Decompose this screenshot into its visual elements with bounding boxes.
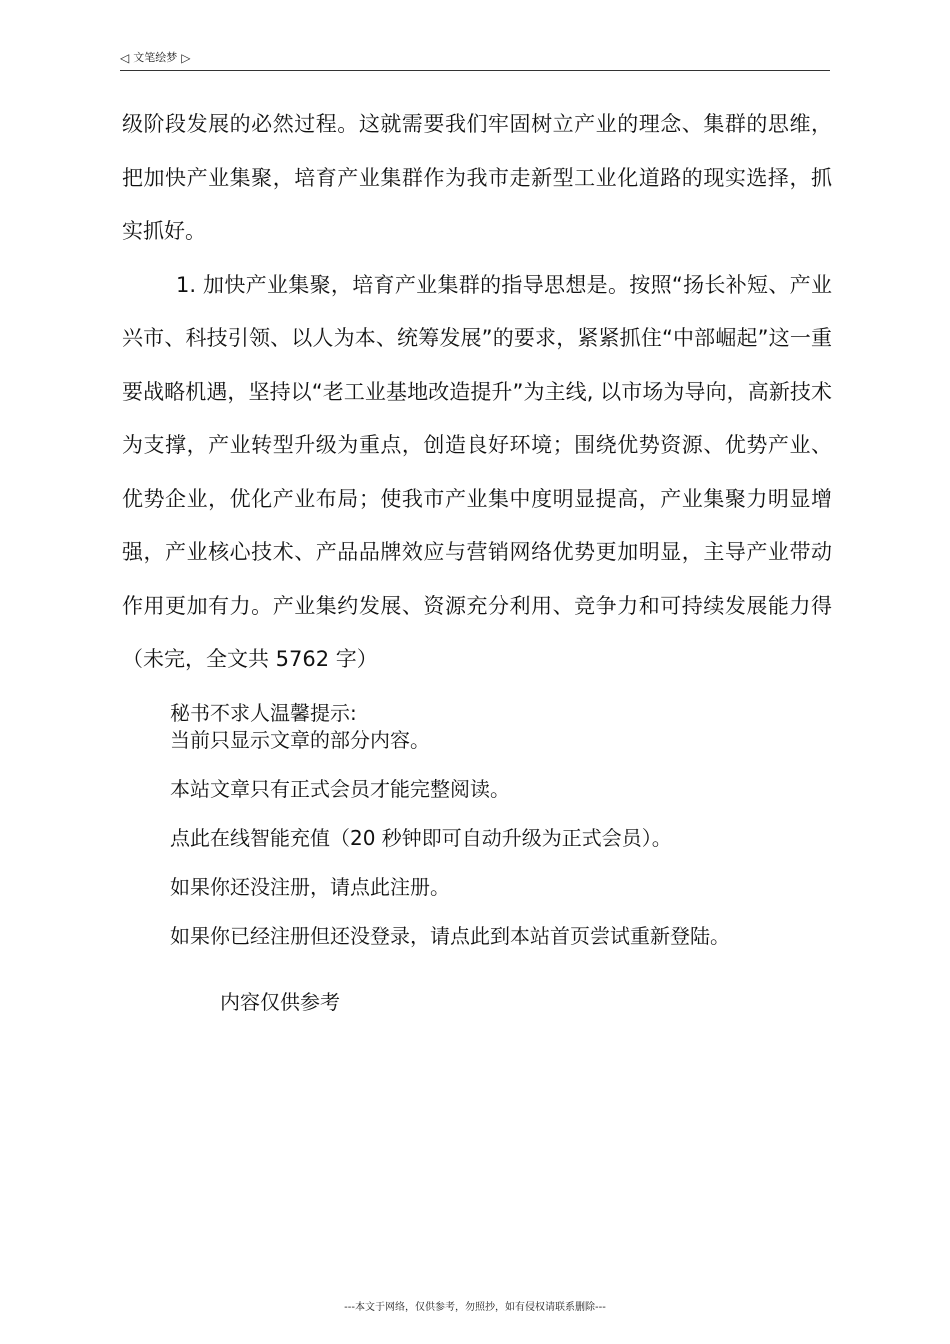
reference-note: 内容仅供参考 xyxy=(220,990,340,1014)
login-link[interactable]: 如果你已经注册但还没登录，请点此到本站首页尝试重新登陆。 xyxy=(170,924,730,948)
article-body xyxy=(122,98,832,687)
notice-members-only: 本站文章只有正式会员才能完整阅读。 xyxy=(170,777,510,801)
right-triangle-icon: ▷ xyxy=(181,51,191,65)
notice-partial-content: 当前只显示文章的部分内容。 xyxy=(170,728,430,752)
notice-title: 秘书不求人温馨提示: xyxy=(170,701,357,725)
member-notice xyxy=(170,700,810,950)
recharge-link[interactable]: 点此在线智能充值（20 秒钟即可自动升级为正式会员）。 xyxy=(170,826,672,850)
page-footer: ---本文于网络，仅供参考，勿照抄，如有侵权请联系删除--- xyxy=(344,1302,606,1313)
article-paragraph-1: 级阶段发展的必然过程。这就需要我们牢固树立产业的理念、集群的思维，把加快产业集聚，培育产业集群作为我市走新型工业化道路的现实选择，抓实抓好。 xyxy=(122,112,832,243)
register-link[interactable]: 如果你还没注册，请点此注册。 xyxy=(170,875,450,899)
page-header xyxy=(120,50,830,71)
left-triangle-icon: ◁ xyxy=(120,51,130,65)
header-brand: 文笔绘梦 xyxy=(133,51,178,64)
article-paragraph-2: 1. 加快产业集聚，培育产业集群的指导思想是。按照“扬长补短、产业兴市、科技引领、以人为本、统筹发展”的要求，紧紧抓住“中部崛起”这一重要战略机遇，坚持以“老工业基地改造提升”为主线, 以市场为导向，高新技术为支撑，产业转型升级为重点，创造良好环境；围绕优势资源、优势产业、优势企业，优化产业布局；使我市产业集中度明显提高，产业集聚力明显增强，产业核心技术、产品品牌效应与营销网络优势更加明显，主导产业带动作用更加有力。产业集约发展、资源充分利用、竞争力和可持续发展能力得（未完，全文共 5762 字） xyxy=(122,272,832,671)
